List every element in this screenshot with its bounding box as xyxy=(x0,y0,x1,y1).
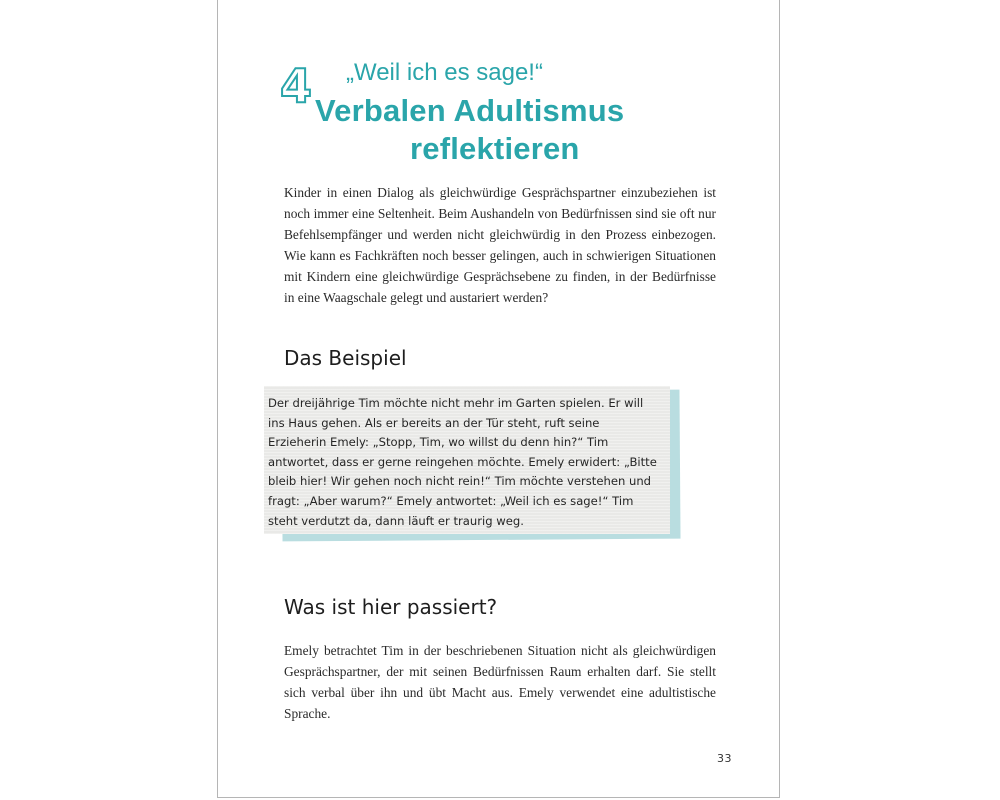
chapter-title-line-1: Verbalen Adultismus xyxy=(315,93,625,128)
example-card xyxy=(264,386,670,534)
chapter-number: 4 xyxy=(280,59,313,113)
section-heading-beispiel: Das Beispiel xyxy=(284,346,407,370)
chapter-subtitle: „Weil ich es sage!“ xyxy=(346,59,543,86)
passiert-paragraph: Emely betrachtet Tim in der beschriebenen Situation nicht als gleichwürdigen Gesprächspartner, der mit seinen Bedürfnissen Raum erhalten darf. Sie stellt sich verbal über ihn und übt Macht aus. Emely verwendet eine adultistische Sprache. xyxy=(284,643,716,721)
section-heading-passiert: Was ist hier passiert? xyxy=(284,595,498,619)
page-number: 33 xyxy=(717,752,732,765)
intro-paragraph: Kinder in einen Dialog als gleichwürdige Gesprächspartner einzubeziehen ist noch immer eine Seltenheit. Beim Aushandeln von Bedürfnissen sind sie oft nur Befehlsempfänger und werden nicht gleichwürdig in den Prozess einbezogen. Wie kann es Fachkräften noch besser gelingen, auch in schwierigen Situationen mit Kindern eine gleichwürdige Gesprächsebene zu finden, in der Bedürfnisse in eine Waagschale gelegt und austariert werden? xyxy=(284,185,716,305)
example-text: Der dreijährige Tim möchte nicht mehr im Garten spielen. Er will ins Haus gehen. Als er bereits an der Tür steht, ruft seine Erzieherin Emely: „Stopp, Tim, wo willst du denn hin?“ Tim antwortet, dass er gerne reingehen möchte. Emely erwidert: „Bitte bleib hier! Wir gehen noch nicht rein!“ Tim möchte verstehen und fragt: „Aber warum?“ Emely antwortet: „Weil ich es sage!“ Tim steht verdutzt da, dann läuft er traurig weg. xyxy=(268,396,657,528)
chapter-title-line-2: reflektieren xyxy=(410,131,580,166)
